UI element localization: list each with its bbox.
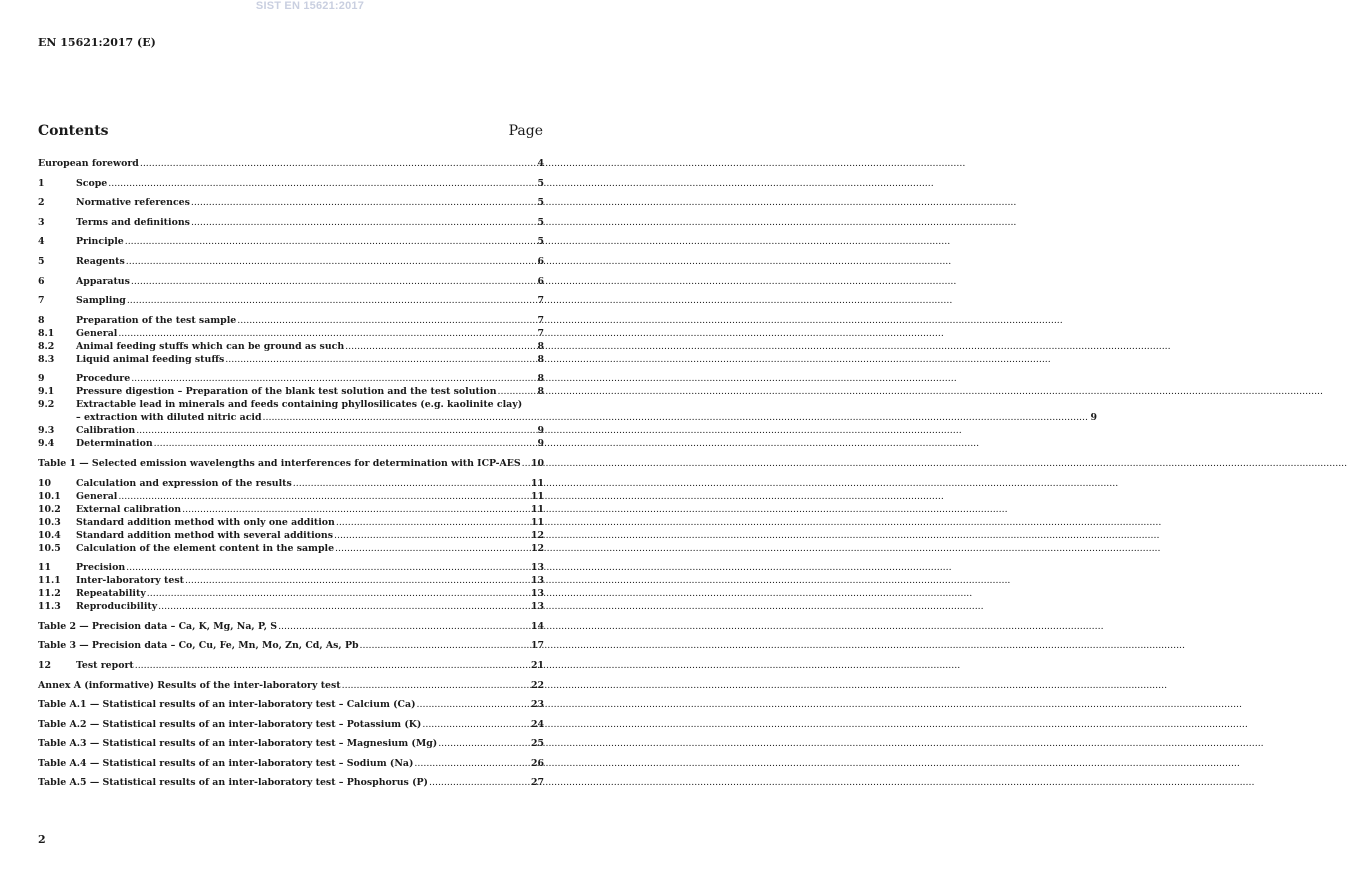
toc-entry-number: 4 [38,236,45,248]
toc-entry-title: Principle [76,236,124,248]
toc-leader-dots [342,679,530,692]
toc-leader-dots [131,372,535,385]
toc-entry-page: 22 [530,679,544,691]
toc-leader-dots [422,718,530,731]
toc-entry-title: Calculation and expression of the results [76,477,292,489]
toc-entry-number: 2 [38,197,45,209]
toc-entry-title: Table 2 — Precision data – Ca, K, Mg, Na, P, S [38,620,278,632]
toc-entry-page: 27 [530,777,544,789]
toc-entry[interactable] [38,698,544,711]
toc-entry-number: 5 [38,255,45,267]
toc-entry-page: 5 [537,197,544,209]
toc-entry[interactable] [38,776,544,789]
toc-leader-dots [158,600,530,613]
toc-entry-page: 6 [537,275,544,287]
toc-entry-title: Liquid animal feeding stuffs [76,353,225,365]
toc-entry-number: 9.2 [38,399,55,411]
toc-entry-number: 8.1 [38,327,55,339]
table-of-contents [38,157,1097,789]
toc-entry-number: 11 [38,562,52,574]
toc-entry[interactable] [38,255,544,268]
toc-entry-title: Annex A (informative) Results of the inter-laboratory test [38,679,341,691]
toc-entry-number: 9.4 [38,438,55,450]
toc-entry-title: Inter-laboratory test [76,575,184,587]
toc-leader-dots [118,327,535,340]
toc-entry-number: 8 [38,314,45,326]
toc-entry-page: 7 [537,314,544,326]
toc-entry-title: Preparation of the test sample [76,314,237,326]
toc-entry-number: 9.3 [38,425,55,437]
toc-entry[interactable] [38,503,544,516]
toc-entry-title: Sampling [76,295,126,307]
toc-entry-title: General [76,490,118,502]
toc-entry-number: 8.3 [38,353,55,365]
toc-entry-page: 12 [530,542,544,554]
toc-entry[interactable] [38,737,544,750]
toc-entry[interactable] [38,516,544,529]
toc-leader-dots [125,235,535,248]
toc-leader-dots [140,157,535,170]
toc-entry-title: Standard addition method with only one addition [76,516,335,528]
toc-entry-title-line2 [76,411,1097,424]
toc-entry-page: 5 [537,236,544,248]
toc-entry-title: Animal feeding stuffs which can be ground as such [76,340,345,352]
toc-entry-page: 9 [537,425,544,437]
toc-entry-page: 6 [537,255,544,267]
toc-entry-number: 10.1 [38,490,61,502]
toc-entry[interactable] [38,235,544,248]
toc-leader-dots [345,340,535,353]
toc-leader-dots [335,542,530,555]
toc-entry-page: 10 [530,457,544,469]
toc-entry[interactable] [38,561,544,574]
toc-leader-dots [136,424,535,437]
toc-leader-dots [498,385,535,398]
toc-leader-dots [126,561,530,574]
toc-leader-dots [135,659,530,672]
toc-leader-dots [126,255,535,268]
toc-entry-page: 7 [537,327,544,339]
toc-entry[interactable] [38,718,544,731]
toc-entry-page: 11 [530,477,544,489]
toc-entry-number: 11.2 [38,588,61,600]
toc-entry-page: 26 [530,757,544,769]
toc-leader-dots [127,294,535,307]
toc-entry[interactable] [38,177,544,190]
document-id: EN 15621:2017 (E) [38,36,156,49]
toc-entry-number: 7 [38,295,45,307]
toc-entry-page: 13 [530,601,544,613]
toc-entry-title: Reproducibility [76,601,158,613]
toc-entry-title: Calibration [76,425,136,437]
toc-entry-page: 8 [537,386,544,398]
toc-entry[interactable] [38,529,544,542]
toc-entry-page: 13 [530,588,544,600]
toc-leader-dots [360,639,530,652]
toc-entry-page: 11 [530,490,544,502]
toc-entry-number: 1 [38,177,45,189]
toc-entry-number: 9.1 [38,386,55,398]
toc-entry-page: 12 [530,529,544,541]
toc-leader-dots [293,477,530,490]
toc-entry-title-continuation: – extraction with diluted nitric acid [76,412,262,424]
toc-entry[interactable] [38,314,544,327]
toc-entry-page: 21 [530,659,544,671]
toc-entry[interactable] [38,385,544,398]
watermark: SIST EN 15621:2017 [255,0,365,12]
toc-entry-page: 7 [537,295,544,307]
toc-entry[interactable] [38,574,544,587]
toc-entry-page: 4 [537,158,544,169]
toc-entry-number: 8.2 [38,340,55,352]
toc-entry[interactable] [38,157,544,170]
toc-entry-title: Normative references [76,197,190,209]
toc-leader-dots [263,411,1088,424]
toc-entry[interactable] [38,437,544,450]
toc-entry-page: 14 [530,620,544,632]
toc-entry[interactable] [38,424,544,437]
toc-entry-page: 5 [537,216,544,228]
toc-entry[interactable] [38,600,544,613]
toc-entry-title: Procedure [76,373,131,385]
toc-entry-page: 11 [530,516,544,528]
toc-entry-title: Table A.2 — Statistical results of an inter-laboratory test – Potassium (K) [38,718,422,730]
toc-entry[interactable] [38,490,544,503]
toc-entry-number: 10.2 [38,503,61,515]
toc-leader-dots [237,314,535,327]
toc-entry-title: External calibration [76,503,182,515]
toc-entry-number: 10.3 [38,516,61,528]
toc-entry-number: 6 [38,275,45,287]
toc-leader-dots [182,503,530,516]
toc-entry-number: 9 [38,373,45,385]
toc-leader-dots [118,490,530,503]
toc-entry[interactable] [38,275,544,288]
toc-entry[interactable] [38,398,1097,424]
toc-entry-title: Table A.4 — Statistical results of an inter-laboratory test – Sodium (Na) [38,757,414,769]
toc-entry-page: 5 [537,177,544,189]
toc-leader-dots [154,437,535,450]
toc-entry-page: 9 [1090,412,1097,424]
toc-entry-page: 8 [537,353,544,365]
toc-leader-dots [131,275,535,288]
toc-entry-title: European foreword [38,158,139,169]
toc-entry-page: 17 [530,640,544,652]
toc-leader-dots [108,177,535,190]
toc-entry-number: 12 [38,659,52,671]
toc-entry-page: 13 [530,575,544,587]
toc-entry-title: Table A.5 — Statistical results of an inter-laboratory test – Phosphorus (P) [38,777,428,789]
toc-entry-title: Reagents [76,255,125,267]
toc-entry-title: Calculation of the element content in the sample [76,542,335,554]
toc-entry[interactable] [38,196,544,209]
toc-entry-title: Table 1 — Selected emission wavelengths and interferences for determination with ICP-AES [38,457,521,469]
toc-entry[interactable] [38,294,544,307]
toc-leader-dots [185,574,530,587]
toc-entry-title: Apparatus [76,275,130,287]
toc-leader-dots [191,196,535,209]
toc-entry[interactable] [38,327,544,340]
toc-entry[interactable] [38,679,544,692]
toc-entry-title: Test report [76,659,134,671]
toc-entry-page: 13 [530,562,544,574]
toc-entry-number: 10 [38,477,52,489]
toc-leader-dots [278,620,530,633]
toc-entry-page: 25 [530,738,544,750]
toc-entry[interactable] [38,340,544,353]
toc-entry[interactable] [38,372,544,385]
footer-page-number: 2 [38,833,46,846]
toc-entry[interactable] [38,457,544,470]
toc-entry-number: 3 [38,216,45,228]
toc-entry-title: Table 3 — Precision data – Co, Cu, Fe, Mn, Mo, Zn, Cd, As, Pb [38,640,359,652]
toc-entry[interactable] [38,477,544,490]
contents-title: Contents [38,123,109,139]
toc-leader-dots [414,757,530,770]
toc-entry-title: Precision [76,562,126,574]
toc-entry-page: 23 [530,699,544,711]
toc-leader-dots [147,587,530,600]
toc-entry[interactable] [38,757,544,770]
toc-entry[interactable] [38,542,544,555]
toc-leader-dots [429,776,530,789]
toc-entry-number: 10.4 [38,529,61,541]
toc-entry[interactable] [38,639,544,652]
toc-leader-dots [336,516,530,529]
toc-entry-page: 8 [537,340,544,352]
toc-leader-dots [191,216,535,229]
toc-entry-title: Table A.3 — Statistical results of an inter-laboratory test – Magnesium (Mg) [38,738,438,750]
toc-entry[interactable] [38,216,544,229]
toc-leader-dots [417,698,530,711]
toc-entry-title: Scope [76,177,108,189]
toc-entry-title: Standard addition method with several additions [76,529,333,541]
toc-entry-page: 9 [537,438,544,450]
toc-leader-dots [522,457,530,470]
toc-entry-body [76,398,1097,424]
toc-entry-title: General [76,327,118,339]
toc-entry-number: 11.3 [38,601,61,613]
toc-entry-page: 24 [530,718,544,730]
toc-entry-title: Terms and definitions [76,216,190,228]
toc-entry-number: 10.5 [38,542,61,554]
toc-entry-title: Table A.1 — Statistical results of an inter-laboratory test – Calcium (Ca) [38,699,416,711]
toc-entry-title: Pressure digestion – Preparation of the blank test solution and the test solution [76,386,497,398]
page-column-label: Page [508,123,543,139]
toc-entry-title: Repeatability [76,588,146,600]
toc-leader-dots [225,353,535,366]
toc-entry-page: 8 [537,373,544,385]
toc-entry[interactable] [38,353,544,366]
toc-entry-number: 11.1 [38,575,61,587]
toc-entry[interactable] [38,620,544,633]
toc-entry[interactable] [38,659,544,672]
toc-entry-title: Determination [76,438,153,450]
toc-entry[interactable] [38,587,544,600]
toc-entry-page: 11 [530,503,544,515]
toc-entry-title: Extractable lead in minerals and feeds containing phyllosilicates (e.g. kaolinite clay) [76,399,523,411]
toc-leader-dots [438,737,530,750]
toc-leader-dots [334,529,530,542]
